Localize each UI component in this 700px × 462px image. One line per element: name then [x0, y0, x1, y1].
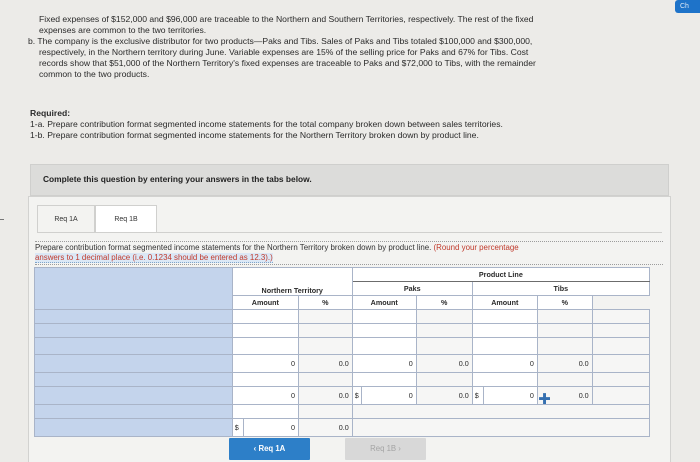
amount-input[interactable] [352, 373, 416, 387]
nt-pct-value [298, 419, 352, 437]
table-row [35, 387, 650, 405]
problem-text [28, 14, 648, 80]
tab-label: Req 1A [54, 216, 78, 223]
currency-symbol: $ [474, 391, 479, 400]
cursor-crosshair-icon: ✚ [538, 391, 551, 408]
nt-currency [232, 419, 243, 437]
filler-cell [592, 355, 649, 373]
paks-pct-value [416, 355, 472, 373]
value-text: 0.0 [578, 359, 589, 368]
instruction-text: Complete this question by entering your answers in the tabs below. [43, 174, 312, 184]
amount-input[interactable] [232, 310, 298, 324]
tab-req-1a[interactable] [37, 205, 95, 233]
table-row [35, 310, 650, 324]
row-label-input[interactable] [35, 405, 233, 419]
tibs-amount-value [472, 355, 537, 373]
table-header-row [35, 268, 650, 282]
pct-cell [537, 373, 592, 387]
row-label-input[interactable] [35, 324, 233, 338]
value-text: 0.0 [338, 359, 349, 368]
pct-cell [537, 310, 592, 324]
pct-header-text: % [441, 298, 448, 307]
nt-header-text: Northern Territory [261, 286, 323, 295]
next-req-label: Req 1B [370, 444, 397, 453]
paks-pct-header [416, 296, 472, 310]
currency-symbol: $ [354, 391, 359, 400]
amount-input[interactable] [352, 324, 416, 338]
prev-req-button[interactable]: ‹ Req 1A [229, 438, 310, 460]
tibs-amount-value [484, 387, 538, 405]
nt-pct-value [298, 387, 352, 405]
value-text: 0 [290, 391, 295, 400]
hint-rounding-note: (Round your percentage [433, 243, 519, 252]
amount-input[interactable] [472, 373, 537, 387]
amount-input[interactable] [232, 324, 298, 338]
currency-symbol: $ [234, 423, 239, 432]
amount-input[interactable] [232, 405, 298, 419]
next-req-button[interactable]: Req 1B › [345, 438, 426, 460]
value-text: 0 [408, 391, 413, 400]
pct-cell [298, 324, 352, 338]
paks-amount-header [352, 296, 416, 310]
nt-amount-value [244, 419, 299, 437]
amount-header-text: Amount [370, 298, 398, 307]
problem-line: b. The company is the exclusive distributor for two products—Paks and Tibs. Sales of Paks and Tibs totaled $100,000 and $300,000, [28, 36, 533, 46]
edge-marker [0, 219, 4, 220]
value-text: 0 [408, 359, 413, 368]
nt-pct-header [298, 296, 352, 310]
pct-header-text: % [561, 298, 568, 307]
label-header [35, 268, 233, 310]
value-text: 0.0 [458, 359, 469, 368]
row-label-input[interactable] [35, 387, 233, 405]
tibs-header [472, 282, 649, 296]
question-hint [35, 241, 663, 265]
paks-header-text: Paks [403, 284, 421, 293]
value-text: 0.0 [458, 391, 469, 400]
pct-cell [416, 373, 472, 387]
tab-req-1b[interactable] [95, 205, 157, 233]
product-line-header [352, 268, 649, 282]
paks-amount-value [352, 355, 416, 373]
filler-cell [592, 324, 649, 338]
required-heading: Required: [30, 108, 71, 118]
row-label-input[interactable] [35, 419, 233, 437]
amount-input[interactable] [352, 338, 416, 355]
problem-line: expenses are common to the two territories. [39, 25, 207, 35]
problem-line: records show that $51,000 of the Northern Territory's fixed expenses are traceable to Paks and $72,000 to Tibs, with the remainder [39, 58, 536, 68]
table-row [35, 338, 650, 355]
problem-line: respectively, in the Northern territory during June. Variable expenses are 15% of the selling price for Paks and 67% for Tibs. Cost [39, 47, 529, 57]
value-text: 0 [529, 359, 534, 368]
row-label-input[interactable] [35, 338, 233, 355]
product-line-text: Product Line [478, 270, 523, 279]
filler-cell [352, 405, 649, 419]
hint-text: Prepare contribution format segmented income statements for the Northern Territory broken down by product line. [35, 243, 432, 252]
filler-cell [352, 419, 649, 437]
chat-tab[interactable]: Ch [675, 0, 700, 13]
instruction-bar [30, 164, 669, 196]
value-text: 0 [290, 423, 295, 432]
pct-cell [416, 338, 472, 355]
pct-cell [537, 324, 592, 338]
nt-amount-header [232, 296, 298, 310]
segmented-income-table [34, 267, 650, 437]
amount-input[interactable] [472, 338, 537, 355]
prev-req-label: Req 1A [258, 444, 286, 453]
hint-rounding-example: answers to 1 decimal place (i.e. 0.1234 should be entered as 12.3).) [35, 253, 273, 262]
row-label-input[interactable] [35, 355, 233, 373]
tibs-pct-header [537, 296, 592, 310]
tibs-pct-value [537, 355, 592, 373]
value-text: 0.0 [338, 423, 349, 432]
table-row [35, 355, 650, 373]
tibs-currency [472, 387, 483, 405]
nt-header [232, 268, 352, 296]
pct-cell [537, 338, 592, 355]
amount-input[interactable] [352, 310, 416, 324]
amount-input[interactable] [232, 373, 298, 387]
amount-header-text: Amount [251, 298, 279, 307]
filler-cell [592, 387, 649, 405]
pct-header-text: % [322, 298, 329, 307]
paks-currency [352, 387, 361, 405]
amount-input[interactable] [472, 324, 537, 338]
value-text: 0.0 [338, 391, 349, 400]
paks-amount-value [361, 387, 416, 405]
problem-line: common to the two products. [39, 69, 150, 79]
table-row [35, 324, 650, 338]
pct-cell [298, 373, 352, 387]
table-row [35, 373, 650, 387]
tab-divider [37, 232, 662, 233]
pct-cell [298, 310, 352, 324]
pct-cell [416, 310, 472, 324]
amount-input[interactable] [232, 338, 298, 355]
nt-pct-value [298, 355, 352, 373]
table-row [35, 405, 650, 419]
answer-panel [28, 196, 671, 462]
pct-cell [298, 338, 352, 355]
nt-amount-value [232, 387, 298, 405]
value-text: 0 [290, 359, 295, 368]
paks-pct-value [416, 387, 472, 405]
required-section [30, 108, 650, 141]
table-row [35, 419, 650, 437]
filler-cell [592, 373, 649, 387]
paks-header [352, 282, 472, 296]
pct-cell [298, 405, 352, 419]
filler-cell [592, 338, 649, 355]
required-item-1b: 1-b. Prepare contribution format segmented income statements for the Northern Territory broken down by product line. [30, 130, 479, 140]
row-label-input[interactable] [35, 373, 233, 387]
problem-line: Fixed expenses of $152,000 and $96,000 are traceable to the Northern and Southern Territories, respectively. The rest of the fixed [39, 14, 534, 24]
amount-input[interactable] [472, 310, 537, 324]
tab-label: Req 1B [114, 216, 138, 223]
amount-header-text: Amount [491, 298, 519, 307]
nt-amount-value [232, 355, 298, 373]
required-item-1a: 1-a. Prepare contribution format segmented income statements for the total company broken down between sales territories. [30, 119, 503, 129]
value-text: 0.0 [578, 391, 589, 400]
tibs-amount-header [472, 296, 537, 310]
filler-cell [592, 310, 649, 324]
row-label-input[interactable] [35, 310, 233, 324]
value-text: 0 [529, 391, 534, 400]
pct-cell [416, 324, 472, 338]
tibs-header-text: Tibs [553, 284, 569, 293]
